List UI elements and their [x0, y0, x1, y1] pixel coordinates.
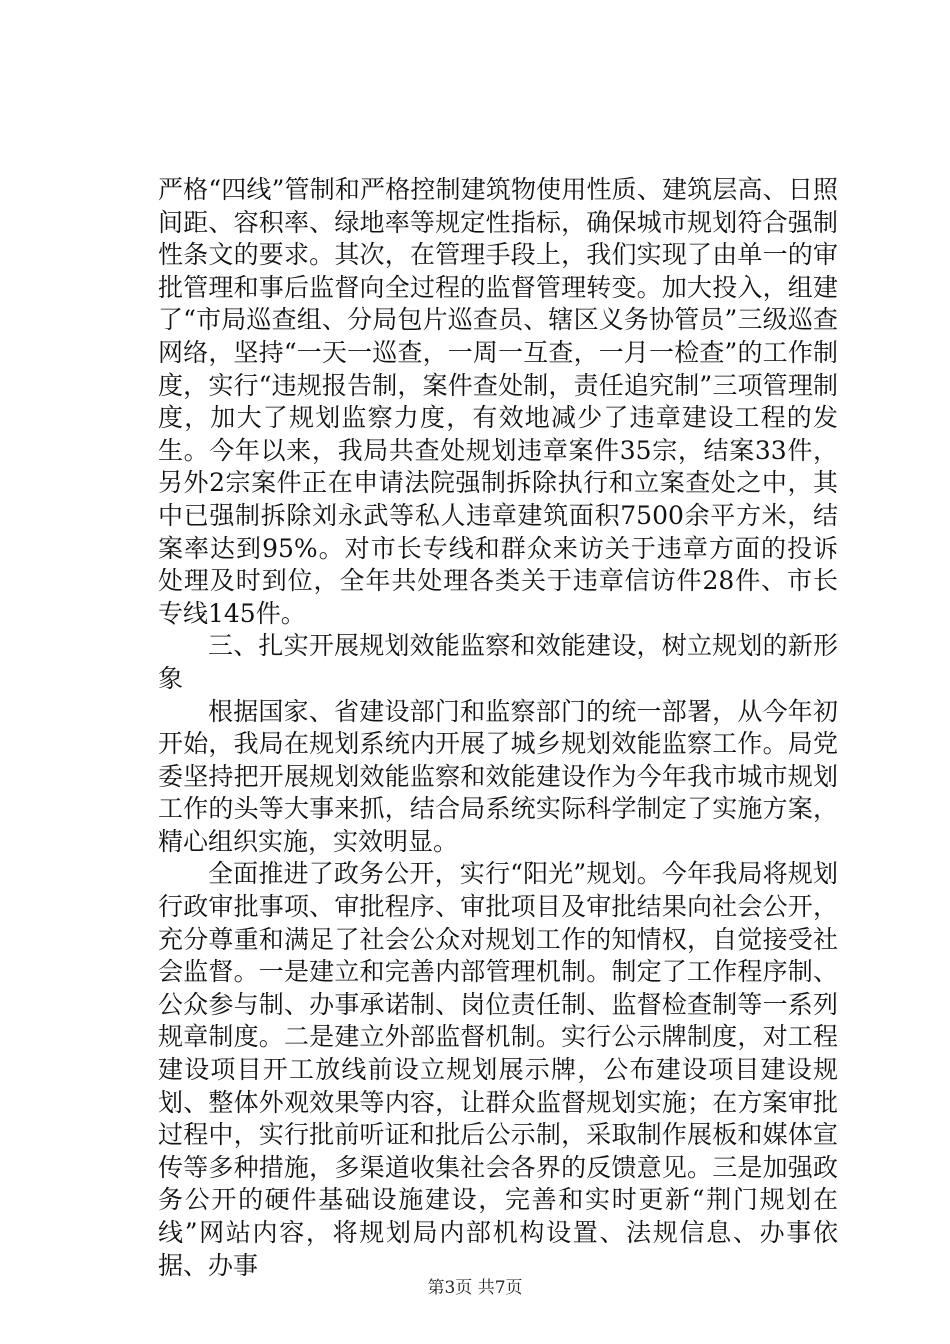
- section-heading: 三、扎实开展规划效能监察和效能建设，树立规划的新形象: [158, 631, 838, 693]
- document-body: [158, 174, 838, 1282]
- paragraph-continuation: 严格“四线”管制和严格控制建筑物使用性质、建筑层高、日照间距、容积率、绿地率等规定性指标，确保城市规划符合强制性条文的要求。其次，在管理手段上，我们实现了由单一的审批管理和事后监督向全过程的监督管理转变。加大投入，组建了“市局巡查组、分局包片巡查员、辖区义务协管员”三级巡查网络，坚持“一天一巡查，一周一互查，一月一检查”的工作制度，实行“违规报告制，案件查处制，责任追究制”三项管理制度，加大了规划监察力度，有效地减少了违章建设工程的发生。今年以来，我局共查处规划违章案件35宗，结案33件，另外2宗案件正在申请法院强制拆除执行和立案查处之中，其中已强制拆除刘永武等私人违章建筑面积7500余平方米，结案率达到95%。对市长专线和群众来访关于违章方面的投诉处理及时到位，全年共处理各类关于违章信访件28件、市长专线145件。: [158, 175, 838, 628]
- paragraph: 根据国家、省建设部门和监察部门的统一部署，从今年初开始，我局在规划系统内开展了城乡规划效能监察工作。局党委坚持把开展规划效能监察和效能建设作为今年我市城市规划工作的头等大事来抓，结合局系统实际科学制定了实施方案，精心组织实施，实效明显。: [158, 696, 838, 856]
- page-number-footer: 第3页 共7页: [427, 1278, 523, 1298]
- paragraph: 全面推进了政务公开，实行“阳光”规划。今年我局将规划行政审批事项、审批程序、审批项目及审批结果向社会公开，充分尊重和满足了社会公众对规划工作的知情权，自觉接受社会监督。一是建立和完善内部管理机制。制定了工作程序制、公众参与制、办事承诺制、岗位责任制、监督检查制等一系列规章制度。二是建立外部监督机制。实行公示牌制度，对工程建设项目开工放线前设立规划展示牌，公布建设项目建设规划、整体外观效果等内容，让群众监督规划实施；在方案审批过程中，实行批前听证和批后公示制，采取制作展板和媒体宣传等多种措施，多渠道收集社会各界的反馈意见。三是加强政务公开的硬件基础设施建设，完善和实时更新“荆门规划在线”网站内容，将规划局内部机构设置、法规信息、办事依据、办事: [158, 859, 838, 1280]
